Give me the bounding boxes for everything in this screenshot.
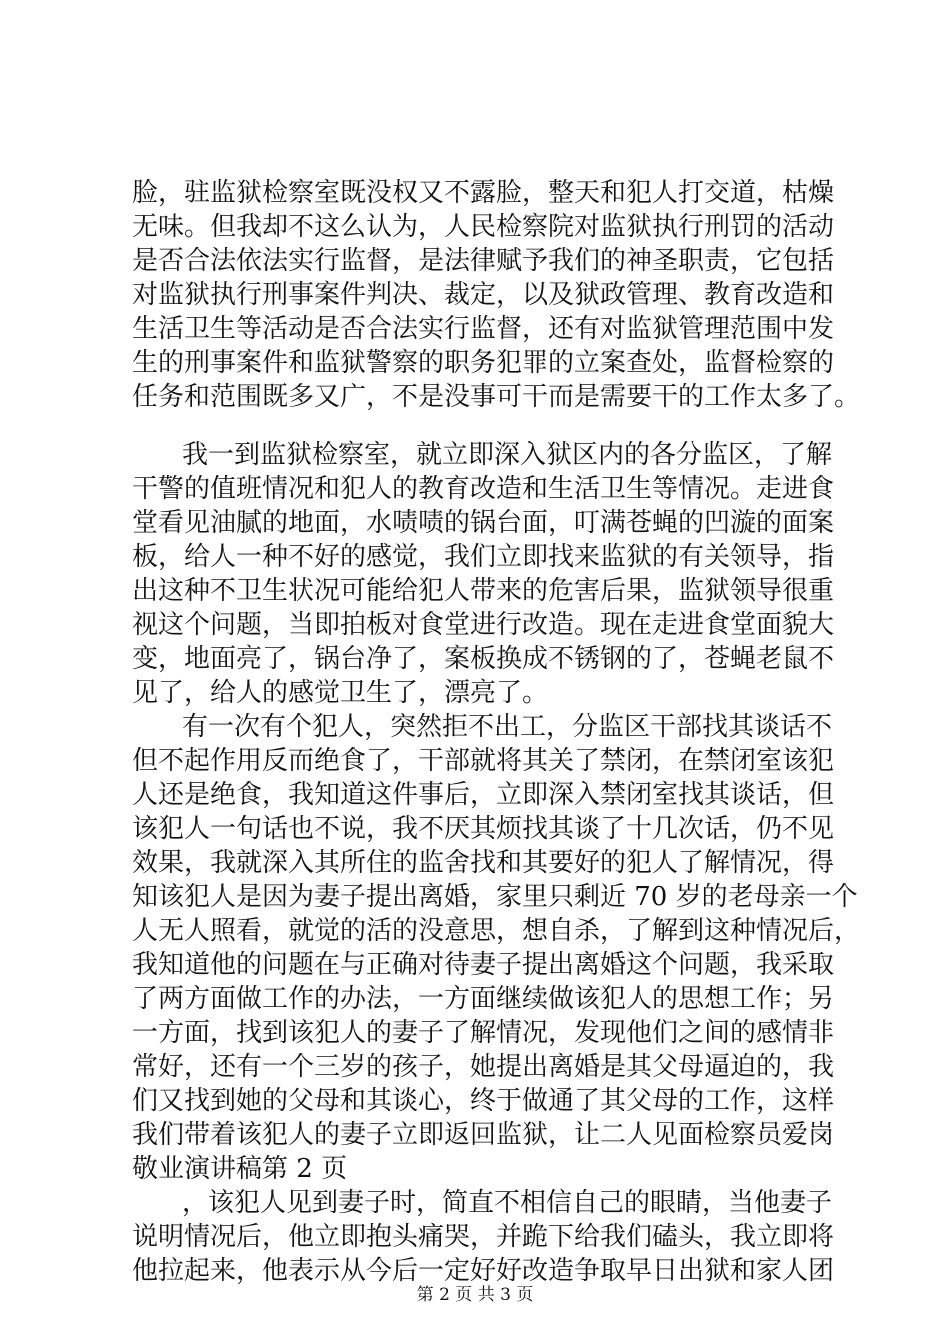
text-line: 变，地面亮了，锅台净了，案板换成不锈钢的了，苍蝇老鼠不	[132, 644, 835, 674]
text-line: 脸，驻监狱检察室既没权又不露脸，整天和犯人打交道，枯燥	[132, 178, 835, 208]
text-line: 堂看见油腻的地面，水啧啧的锅台面，叮满苍蝇的凹漩的面案	[132, 508, 835, 538]
text-line: 板，给人一种不好的感觉，我们立即找来监狱的有关领导，指	[132, 542, 835, 572]
text-line: ，该犯人见到妻子时，简直不相信自己的眼睛，当他妻子	[182, 1188, 833, 1218]
text-line: 敬业演讲稿第 2 页	[132, 1154, 348, 1184]
text-line: 但不起作用反而绝食了，干部就将其关了禁闭，在禁闭室该犯	[132, 746, 835, 776]
text-line: 我们带着该犯人的妻子立即返回监狱，让二人见面检察员爱岗	[132, 1120, 835, 1150]
page-footer: 第 2 页 共 3 页	[416, 1285, 534, 1305]
text-line: 生活卫生等活动是否合法实行监督，还有对监狱管理范围中发	[132, 314, 835, 344]
text-line: 知该犯人是因为妻子提出离婚，家里只剩近 70 岁的老母亲一个	[132, 882, 858, 912]
text-line: 我一到监狱检察室，就立即深入狱区内的各分监区，了解	[182, 440, 833, 470]
text-line: 对监狱执行刑事案件判决、裁定，以及狱政管理、教育改造和	[132, 280, 835, 310]
text-line: 无味。但我却不这么认为，人民检察院对监狱执行刑罚的活动	[132, 212, 835, 242]
text-line: 是否合法依法实行监督，是法律赋予我们的神圣职责，它包括	[132, 246, 835, 276]
text-line: 任务和范围既多又广，不是没事可干而是需要干的工作太多了。	[132, 382, 861, 412]
text-line: 该犯人一句话也不说，我不厌其烦找其谈了十几次话，仍不见	[132, 814, 835, 844]
text-line: 我知道他的问题在与正确对待妻子提出离婚这个问题，我采取	[132, 950, 835, 980]
text-line: 们又找到她的父母和其谈心，终于做通了其父母的工作，这样	[132, 1086, 835, 1116]
text-line: 见了，给人的感觉卫生了，漂亮了。	[132, 678, 549, 708]
text-line: 出这种不卫生状况可能给犯人带来的危害后果，监狱领导很重	[132, 576, 835, 606]
text-line: 人无人照看，就觉的活的没意思，想自杀，了解到这种情况后，	[132, 916, 861, 946]
text-line: 说明情况后，他立即抱头痛哭，并跪下给我们磕头，我立即将	[132, 1222, 835, 1252]
text-line: 常好，还有一个三岁的孩子，她提出离婚是其父母逼迫的，我	[132, 1052, 835, 1082]
text-line: 生的刑事案件和监狱警察的职务犯罪的立案查处，监督检察的	[132, 348, 835, 378]
text-line: 一方面，找到该犯人的妻子了解情况，发现他们之间的感情非	[132, 1018, 835, 1048]
text-line: 有一次有个犯人，突然拒不出工，分监区干部找其谈话不	[182, 712, 833, 742]
text-line: 人还是绝食，我知道这件事后，立即深入禁闭室找其谈话，但	[132, 780, 835, 810]
text-line: 视这个问题，当即拍板对食堂进行改造。现在走进食堂面貌大	[132, 610, 835, 640]
text-line: 了两方面做工作的办法，一方面继续做该犯人的思想工作；另	[132, 984, 835, 1014]
text-line: 效果，我就深入其所住的监舍找和其要好的犯人了解情况，得	[132, 848, 835, 878]
text-line: 干警的值班情况和犯人的教育改造和生活卫生等情况。走进食	[132, 474, 835, 504]
text-line: 他拉起来，他表示从今后一定好好改造争取早日出狱和家人团	[132, 1256, 835, 1286]
